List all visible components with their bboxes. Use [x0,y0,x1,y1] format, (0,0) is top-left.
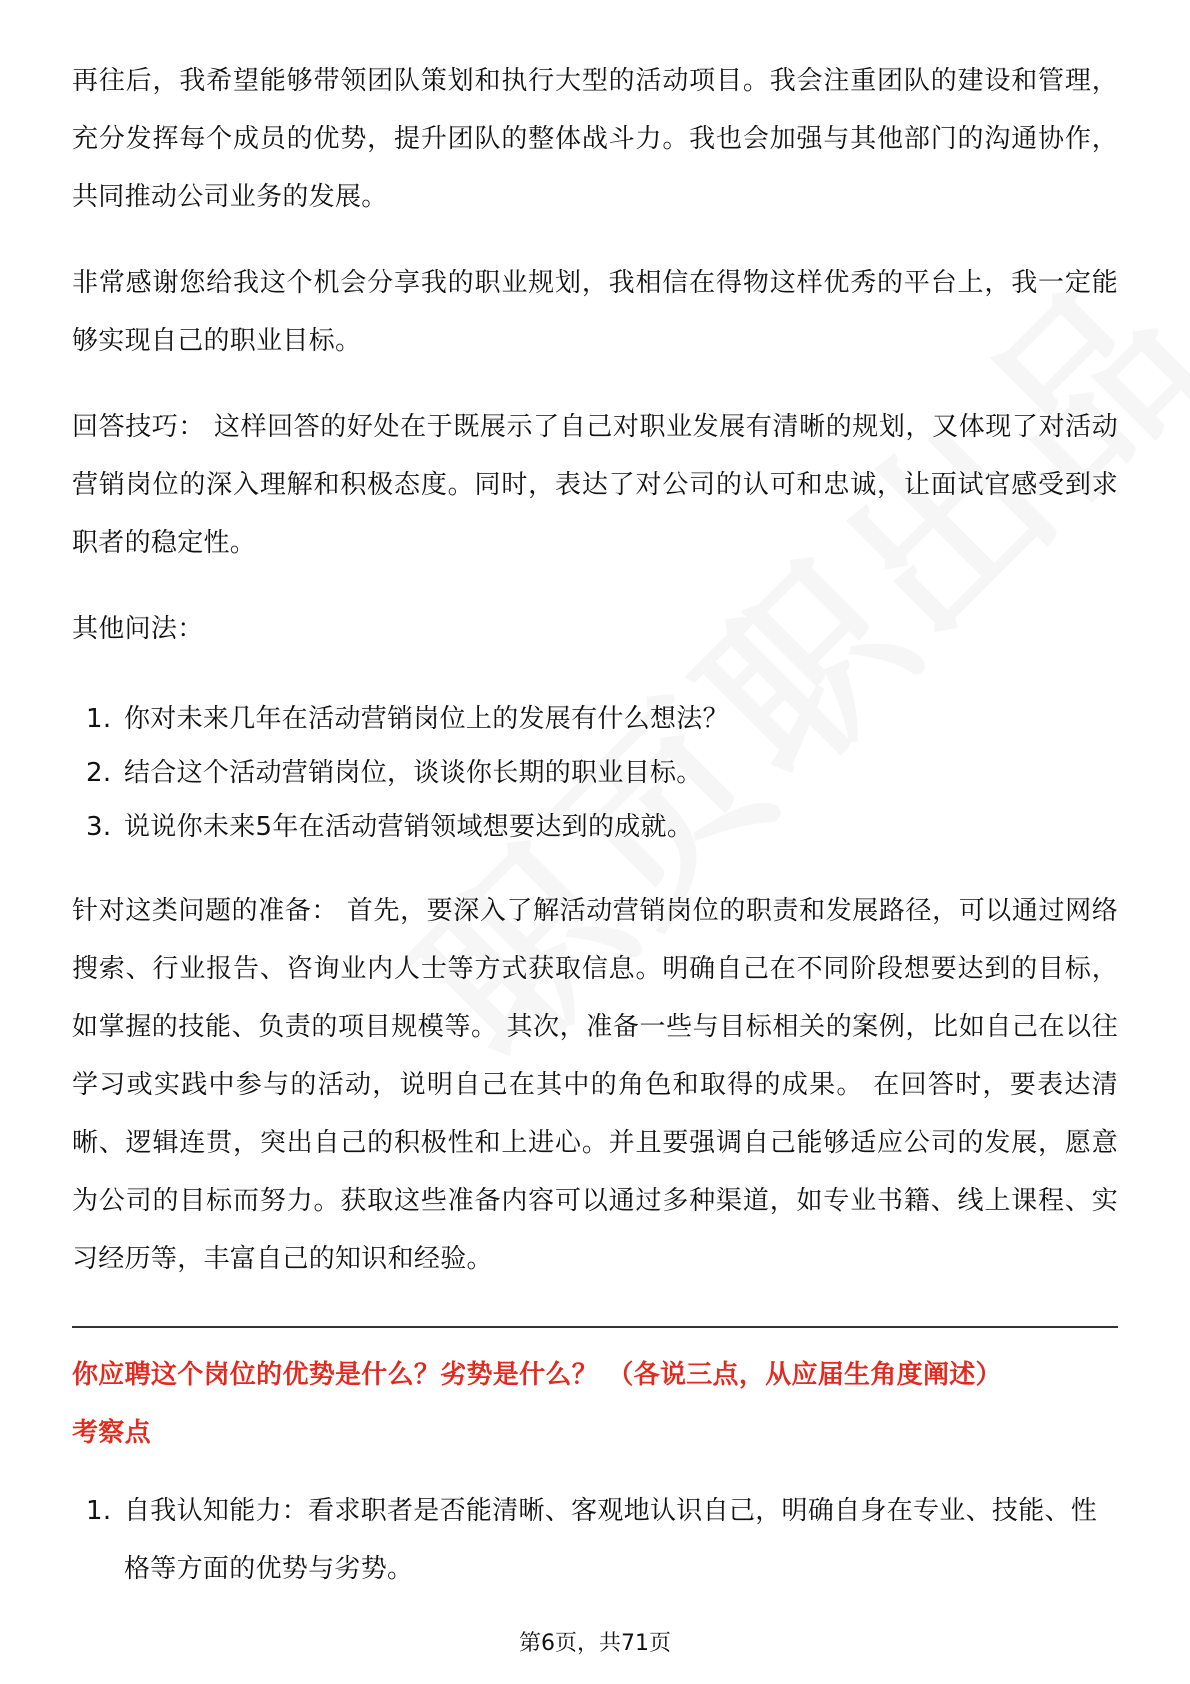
question-heading: 你应聘这个岗位的优势是什么？劣势是什么？ （各说三点，从应届生角度阐述） [72,1360,1002,1390]
paragraph-preparation: 针对这类问题的准备： 首先，要深入了解活动营销岗位的职责和发展路径，可以通过网络搜索、行业报告、咨询业内人士等方式获取信息。明确自己在不同阶段想要达到的目标，如掌握的技能、负责的项目规模等。 其次，准备一些与目标相关的案例，比如自己在以往学习或实践中参与的活动，说明自己在其中的角色和取得的成果。 在回答时，要表达清晰、逻辑连贯，突出自己的积极性和上进心。并且要强调自己能够适应公司的发展，愿意为公司的目标而努力。获取这些准备内容可以通过多种渠道，如专业书籍、线上课程、实习经历等，丰富自己的知识和经验。 [72,896,1118,1274]
other-questions-label: 其他问法： [72,614,204,644]
paragraph-answer-tips: 回答技巧： 这样回答的好处在于既展示了自己对职业发展有清晰的规划，又体现了对活动营销岗位的深入理解和积极态度。同时，表达了对公司的认可和忠诚，让面试官感受到求职者的稳定性。 [72,412,1118,558]
list-number: 2. [86,758,112,788]
document-page [72,52,1118,1598]
list-item [72,746,1118,800]
list-text: 你对未来几年在活动营销岗位上的发展有什么想法？ [124,704,729,734]
page-footer: 第6页，共71页 [519,1631,671,1656]
paragraph-thanks: 非常感谢您给我这个机会分享我的职业规划，我相信在得物这样优秀的平台上，我一定能够实现自己的职业目标。 [72,268,1118,356]
list-item [72,692,1118,746]
focus-points-list [72,1482,1118,1598]
list-number: 1. [86,1496,112,1526]
list-item [72,1482,1118,1598]
other-questions-list [72,692,1118,854]
list-text: 说说你未来5年在活动营销领域想要达到的成就。 [124,812,694,842]
list-number: 1. [86,704,112,734]
list-number: 3. [86,812,112,842]
list-text: 结合这个活动营销岗位，谈谈你长期的职业目标。 [124,758,703,788]
paragraph-career-plan: 再往后，我希望能够带领团队策划和执行大型的活动项目。我会注重团队的建设和管理，充分发挥每个成员的优势，提升团队的整体战斗力。我也会加强与其他部门的沟通协作，共同推动公司业务的发展。 [72,66,1118,212]
focus-points-label: 考察点 [72,1418,151,1448]
list-text: 自我认知能力：看求职者是否能清晰、客观地认识自己，明确自身在专业、技能、性格等方面的优势与劣势。 [124,1496,1098,1584]
section-divider [72,1326,1118,1328]
list-item [72,800,1118,854]
